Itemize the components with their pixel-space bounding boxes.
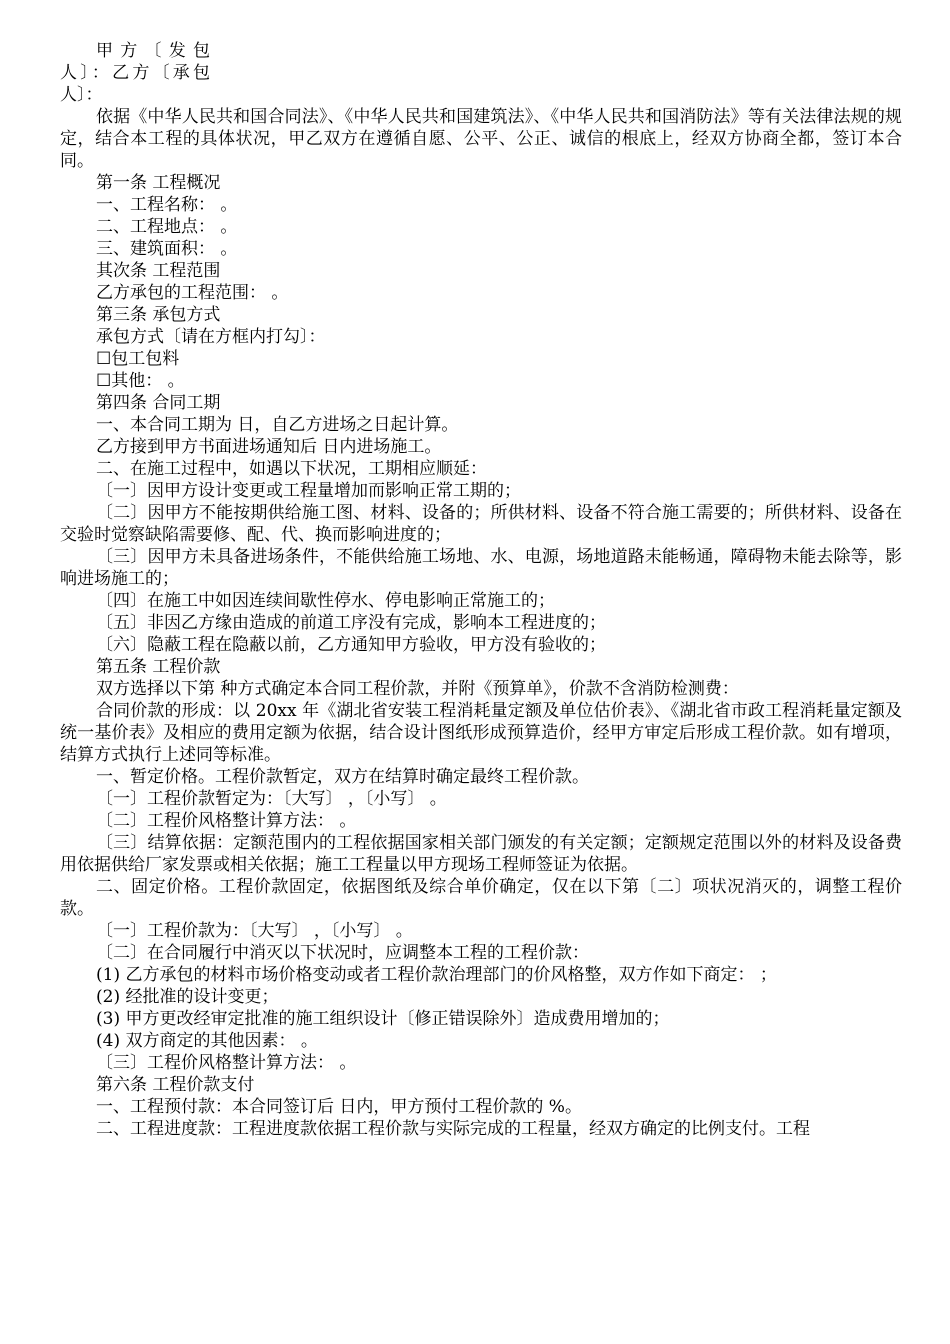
clause-line: 〔二〕因甲方不能按期供给施工图、材料、设备的；所供材料、设备不符合施工需要的；所供材料、设备在交验时觉察缺陷需要修、配、代、换而影响进度的； xyxy=(60,503,902,545)
article-heading: 第六条 工程价款支付 xyxy=(96,1075,255,1095)
checkbox-option: ☐包工包料 xyxy=(96,349,180,369)
clause-line: 一、工程名称： 。 xyxy=(96,195,238,215)
article-heading: 第三条 承包方式 xyxy=(96,305,221,325)
clause-line: (1) 乙方承包的材料市场价格变动或者工程价款治理部门的价风格整，双方作如下商定： ； xyxy=(96,965,777,985)
clause-line: 合同价款的形成：以 20xx 年《湖北省安装工程消耗量定额及单位估价表》、《湖北省市政工程消耗量定额及统一基价表》及相应的费用定额为依据，结合设计图纸形成预算造价，经甲方审定后形成工程价款。如有增项，结算方式执行上述同等标准。 xyxy=(60,701,902,765)
clause-line: 〔二〕在合同履行中消灭以下状况时，应调整本工程的工程价款： xyxy=(96,943,589,963)
clause-line: 双方选择以下第 种方式确定本合同工程价款，并附《预算单》，价款不含消防检测费： xyxy=(96,679,739,699)
clause-line: 〔四〕在施工中如因连续间歇性停水、停电影响正常施工的； xyxy=(96,591,555,611)
clause-line: 三、建筑面积： 。 xyxy=(96,239,238,259)
clause-line: 〔一〕工程价款为：〔大写〕 ，〔小写〕 。 xyxy=(96,921,413,941)
article-heading: 第一条 工程概况 xyxy=(96,173,221,193)
contract-document xyxy=(60,40,902,1140)
clause-line: 一、本合同工期为 日，自乙方进场之日起计算。 xyxy=(96,415,459,435)
clause-line: 承包方式〔请在方框内打勾〕： xyxy=(96,327,326,347)
clause-line: 一、工程预付款：本合同签订后 日内，甲方预付工程价款的 %。 xyxy=(96,1097,582,1117)
clause-line: (4) 双方商定的其他因素： 。 xyxy=(96,1031,318,1051)
checkbox-option: ☐其他： 。 xyxy=(96,371,185,391)
article-heading: 第五条 工程价款 xyxy=(96,657,221,677)
clause-line: 二、在施工过程中，如遇以下状况，工期相应顺延： xyxy=(96,459,487,479)
clause-line: 〔二〕工程价风格整计算方法： 。 xyxy=(96,811,357,831)
clause-line: 〔一〕因甲方设计变更或工程量增加而影响正常工期的； xyxy=(96,481,521,501)
clause-line: 二、工程进度款：工程进度款依据工程价款与实际完成的工程量，经双方确定的比例支付。工程 xyxy=(96,1119,810,1139)
clause-line: 乙方接到甲方书面进场通知后 日内进场施工。 xyxy=(96,437,442,457)
clause-line: 〔一〕工程价款暂定为：〔大写〕 ，〔小写〕 。 xyxy=(96,789,447,809)
clause-line: (3) 甲方更改经审定批准的施工组织设计〔修正错误除外〕造成费用增加的； xyxy=(96,1009,670,1029)
clause-line: 〔三〕工程价风格整计算方法： 。 xyxy=(96,1053,357,1073)
article-heading: 第四条 合同工期 xyxy=(96,393,221,413)
article-heading: 其次条 工程范围 xyxy=(96,261,221,281)
clause-line: 二、固定价格。工程价款固定，依据图纸及综合单价确定，仅在以下第〔二〕项状况消灭的，调整工程价款。 xyxy=(60,877,902,919)
preamble-paragraph: 依据《中华人民共和国合同法》、《中华人民共和国建筑法》、《中华人民共和国消防法》等有关法律法规的规定，结合本工程的具体状况，甲乙双方在遵循自愿、公平、公正、诚信的根底上，经双方协商全都，签订本合同。 xyxy=(60,107,902,171)
clause-line: 一、暂定价格。工程价款暂定，双方在结算时确定最终工程价款。 xyxy=(96,767,589,787)
clause-line: (2) 经批准的设计变更； xyxy=(96,987,279,1007)
clause-line: 〔五〕非因乙方缘由造成的前道工序没有完成，影响本工程进度的； xyxy=(96,613,606,633)
clause-line: 二、工程地点： 。 xyxy=(96,217,238,237)
party-line: 甲方〔发包人〕：乙方〔承包人〕： xyxy=(60,41,210,105)
clause-line: 〔三〕结算依据：定额范围内的工程依据国家相关部门颁发的有关定额；定额规定范围以外的材料及设备费用依据供给厂家发票或相关依据；施工工程量以甲方现场工程师签证为依据。 xyxy=(60,833,902,875)
clause-line: 〔六〕隐蔽工程在隐蔽以前，乙方通知甲方验收，甲方没有验收的； xyxy=(96,635,606,655)
clause-line: 〔三〕因甲方未具备进场条件，不能供给施工场地、水、电源，场地道路未能畅通，障碍物未能去除等，影响进场施工的； xyxy=(60,547,902,589)
clause-line: 乙方承包的工程范围： 。 xyxy=(96,283,289,303)
